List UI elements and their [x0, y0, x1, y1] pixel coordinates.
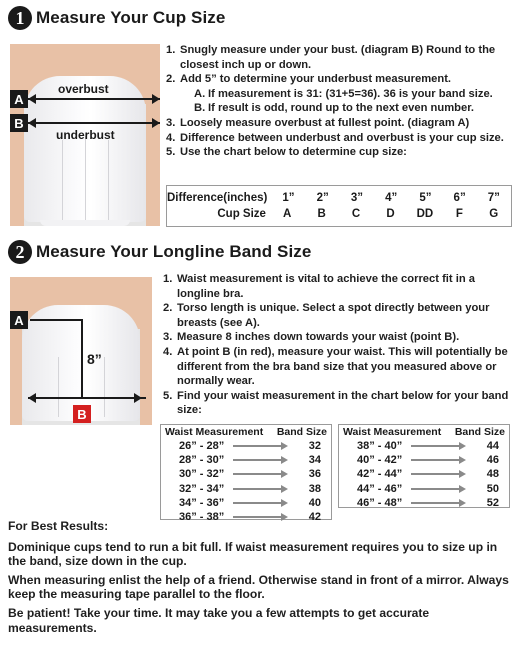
best-results-heading: For Best Results: [8, 519, 109, 533]
table-row: 28” - 30” 34 [179, 454, 321, 467]
bra-seam [58, 357, 59, 417]
instruction-step: 2. Torso length is unique. Select a spot directly between your breasts (see A). [163, 302, 490, 329]
table-row: 30” - 32” 36 [179, 468, 321, 481]
cup-size-cell: B [317, 208, 326, 220]
table-row: 26” - 28” 32 [179, 440, 321, 453]
instruction-substep: A. If measurement is 31: (31+5=36). 36 is your band size. [194, 87, 493, 100]
difference-cell: 5” [419, 192, 432, 204]
point-a-pointer-line [30, 319, 82, 321]
white-panty [40, 220, 130, 226]
bustier-seam [62, 140, 63, 220]
arrow-right-icon [231, 498, 289, 508]
section1-number-badge: 1 [8, 6, 32, 30]
cup-size-chart [166, 185, 512, 227]
table-row: 32” - 34” 38 [179, 482, 321, 495]
cup-chart-difference-row [167, 190, 511, 206]
cup-size-cell: DD [416, 208, 434, 220]
marker-b-box: B [10, 114, 28, 132]
best-results-paragraph: When measuring enlist the help of a friend. Otherwise stand in front of a mirror. Always keep the measuring tape parallel to the floor. [8, 572, 509, 602]
waist-measure-line [28, 397, 146, 399]
marker-a-box: A [10, 311, 28, 329]
header-band-size: Band Size [276, 426, 327, 438]
difference-cell: 4” [385, 192, 398, 204]
cup-size-cell: F [455, 208, 463, 220]
instruction-step: 5. Use the chart below to determine cup size: [166, 146, 407, 159]
longline-diagram-photo [10, 277, 152, 425]
arrow-right-icon [231, 469, 289, 479]
instruction-step: 4. At point B (in red), measure your waist. This will potentially be different from the bra band size that you measured above or normally wear. [163, 345, 508, 388]
arrow-right-icon [409, 484, 467, 494]
section1-title: Measure Your Cup Size [36, 8, 226, 27]
instruction-step: 4. Difference between underbust and overbust is your cup size. [166, 131, 504, 144]
marker-a-box: A [10, 90, 28, 108]
arrow-right-icon [231, 455, 289, 465]
header-waist-measurement: Waist Measurement [165, 426, 264, 438]
model-arm-right [146, 44, 160, 226]
table-row: 36” - 38” 42 [179, 511, 321, 524]
cup-size-diagram-photo [10, 44, 160, 226]
header-band-size: Band Size [454, 426, 505, 438]
arrow-right-icon [152, 94, 160, 104]
section2-title: Measure Your Longline Band Size [36, 242, 312, 261]
cup-chart-size-row [167, 206, 511, 222]
underbust-label: underbust [56, 128, 115, 142]
table-row: 44” - 46” 50 [357, 482, 499, 495]
instruction-step: 1. Snugly measure under your bust. (diagram B) Round to the closest inch up or down. [166, 44, 496, 71]
table-row: 42” - 44” 48 [357, 468, 499, 481]
instruction-step: 3. Measure 8 inches down towards your waist (point B). [163, 331, 460, 344]
difference-cell: 1” [282, 192, 295, 204]
difference-cell: 6” [453, 192, 466, 204]
table-row: 34” - 36” 40 [179, 496, 321, 509]
difference-cell: 7” [487, 192, 500, 204]
arrow-right-icon [231, 484, 289, 494]
instruction-step: 1. Waist measurement is vital to achieve the correct fit in a longline bra. [163, 273, 476, 300]
instruction-substep: B. If result is odd, round up to the next even number. [194, 102, 475, 115]
overbust-measure-line [28, 98, 160, 100]
difference-row-label: Difference(inches) [167, 192, 268, 204]
bra-seam [104, 357, 105, 417]
table-row: 40” - 42” 46 [357, 454, 499, 467]
section2-number-badge: 2 [8, 240, 32, 264]
table-row: 46” - 48” 52 [357, 496, 499, 509]
arrow-left-icon [28, 393, 36, 403]
cup-size-row-label: Cup Size [217, 208, 266, 220]
section1-header [8, 6, 225, 30]
model-arm-left [10, 44, 24, 226]
arrow-right-icon [409, 498, 467, 508]
cup-size-instructions [166, 43, 512, 160]
arrow-right-icon [152, 118, 160, 128]
marker-b-red-box: B [73, 405, 91, 423]
cup-size-cell: C [351, 208, 361, 220]
bustier-seam [85, 136, 86, 222]
arrow-left-icon [28, 118, 36, 128]
eight-inch-vertical-line [81, 319, 83, 397]
arrow-right-icon [231, 441, 289, 451]
eight-inch-label: 8” [87, 351, 102, 367]
difference-cell: 2” [316, 192, 329, 204]
underbust-measure-line [28, 122, 160, 124]
arrow-left-icon [28, 94, 36, 104]
waist-chart-header [161, 425, 331, 439]
arrow-right-icon [409, 441, 467, 451]
cup-size-cell: D [386, 208, 395, 220]
best-results-section [8, 519, 516, 639]
best-results-paragraph: Be patient! Take your time. It may take you a few attempts to get accurate measurements. [8, 605, 430, 635]
waist-chart-header [339, 425, 509, 439]
waist-chart-right [338, 424, 510, 508]
best-results-paragraph: Dominique cups tend to run a bit full. If waist measurement requires you to size up in the band, size down in the cup. [8, 539, 498, 569]
arrow-right-icon [409, 469, 467, 479]
instruction-step: 2. Add 5” to determine your underbust measurement. [166, 73, 452, 86]
waist-chart-left [160, 424, 332, 524]
instruction-step: 3. Loosely measure overbust at fullest point. (diagram A) [166, 116, 470, 129]
instruction-step: 5. Find your waist measurement in the chart below for your band size: [163, 389, 509, 417]
header-waist-measurement: Waist Measurement [343, 426, 442, 438]
table-row: 38” - 40” 44 [357, 440, 499, 453]
section2-header [8, 240, 311, 264]
arrow-right-icon [134, 393, 142, 403]
arrow-right-icon [409, 455, 467, 465]
difference-cell: 3” [350, 192, 363, 204]
model-arm-left [10, 277, 22, 425]
cup-size-cell: G [489, 208, 499, 220]
cup-size-cell: A [283, 208, 292, 220]
band-size-instructions [163, 272, 513, 418]
bustier-seam [108, 140, 109, 220]
overbust-label: overbust [58, 82, 109, 96]
